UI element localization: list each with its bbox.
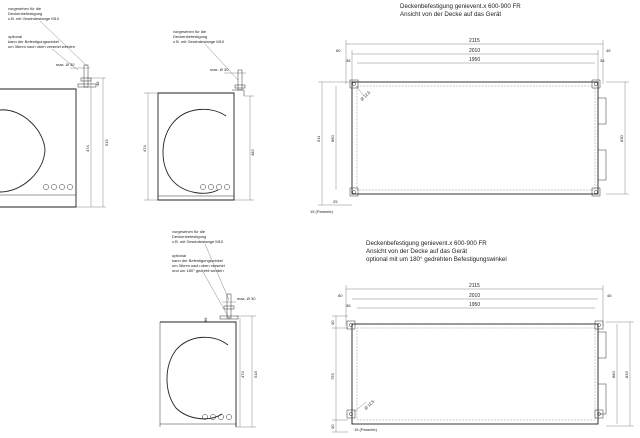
- unit-outline: [352, 324, 598, 424]
- service-panel-upper: [598, 98, 606, 124]
- corner-bracket: [595, 321, 603, 329]
- fan-wheel: [0, 110, 45, 192]
- dim-911: 911: [316, 135, 321, 142]
- plan-bottom-title-3: optional mit um 180° gedrehten Befestigungswinkel: [366, 256, 507, 263]
- dim-25: 25: [333, 199, 338, 204]
- corner-bracket: [350, 188, 358, 196]
- note-mid-bottom-optional-2: kann der Befestigungswinkel: [172, 258, 223, 263]
- plan-bottom-title-1: Deckenbefestigung genievent.x 600-900 FR: [366, 240, 487, 247]
- inner-outline: [357, 86, 595, 190]
- note-mid-top-line-2: Deckenbefestigung: [173, 34, 208, 39]
- plan-view-top: [310, 3, 629, 214]
- unit-housing: [158, 93, 234, 200]
- mounting-bracket: [78, 84, 96, 87]
- dim-88: 88: [203, 317, 208, 322]
- threaded-rod: [84, 65, 88, 87]
- side-view-middle-top: [142, 29, 255, 200]
- note-mid-bottom-line-3: z.B. mit Gewindestange M10: [172, 239, 224, 244]
- dim-2115: 2115: [469, 283, 480, 289]
- service-panel-upper: [598, 332, 606, 358]
- corner-bracket: [592, 188, 600, 196]
- unit-outline: [352, 82, 598, 194]
- dim-40-top: 40: [330, 320, 335, 325]
- max-diameter-label: max. Ø 30: [237, 296, 256, 301]
- unit-housing: [0, 89, 76, 207]
- service-panel-lower: [598, 384, 606, 414]
- dim-1950: 1950: [469, 57, 481, 63]
- note-mid-bottom-optional-3: um 36mm nach oben versetzt: [172, 263, 225, 268]
- plan-bottom-title-2: Ansicht von der Decke auf das Gerät: [366, 248, 468, 255]
- max-diameter-label: max. Ø 30: [56, 62, 75, 67]
- fan-wheel: [163, 109, 226, 193]
- hole-diameter: Ø 12,5: [359, 89, 372, 102]
- dim-2010: 2010: [469, 48, 481, 54]
- note-left-line-3: z.B. mit Gewindestange M10: [8, 16, 60, 21]
- side-view-left: [0, 6, 109, 207]
- note-mid-top-line-1: vorgesehen für die: [173, 29, 207, 34]
- dim-880: 880: [330, 135, 335, 142]
- note-mid-bottom-optional-4: und um 180° gedreht werden: [172, 268, 224, 273]
- max-diameter-label: max. Ø 30: [210, 67, 229, 72]
- dim-793: 793: [330, 373, 335, 380]
- corner-bracket: [347, 321, 355, 329]
- dim-830: 830: [619, 135, 624, 142]
- note-mid-bottom-optional-1: optional: [172, 253, 187, 258]
- cable-glands: [43, 184, 72, 189]
- mounting-hole: [594, 190, 597, 193]
- corner-bracket: [592, 80, 600, 88]
- dim-36-left: 36: [346, 58, 351, 63]
- leader-line: [205, 44, 238, 80]
- note-mid-bottom-line-2: Deckenbefestigung: [172, 234, 207, 239]
- plan-top-title-1: Deckenbefestigung genievent.x 600-900 FR: [400, 3, 521, 10]
- nut: [224, 306, 234, 309]
- dim-880: 880: [611, 371, 616, 378]
- dim-515: 515: [104, 139, 109, 146]
- mounting-hole: [352, 82, 355, 85]
- plan-top-title-2: Ansicht von der Decke auf das Gerät: [400, 11, 502, 18]
- panel-label-bottom: 15 (Paneele): [354, 427, 377, 432]
- nut: [235, 85, 245, 88]
- dim-2115: 2115: [469, 38, 480, 44]
- dim-48: 48: [95, 81, 100, 86]
- note-mid-bottom-line-1: vorgesehen für die: [172, 229, 206, 234]
- mounting-hole: [594, 82, 597, 85]
- service-panel-lower: [598, 150, 606, 180]
- corner-bracket: [347, 410, 355, 418]
- inner-outline: [357, 328, 595, 420]
- note-mid-top-line-3: z.B. mit Gewindestange M10: [173, 39, 225, 44]
- dim-40-bottom: 40: [330, 424, 335, 429]
- plan-view-bottom: [330, 240, 634, 432]
- dim-36-right: 36: [600, 58, 605, 63]
- dim-36: 36: [346, 303, 351, 308]
- dim-474: 474: [142, 145, 147, 152]
- note-left-optional-2: kann der Befestigungswinkel: [8, 39, 59, 44]
- dim-833: 833: [624, 371, 629, 378]
- mounting-hole: [352, 190, 355, 193]
- dim-60: 60: [338, 293, 343, 298]
- dim-45: 45: [606, 48, 611, 53]
- dim-60: 60: [336, 48, 341, 53]
- leader-line: [203, 272, 229, 318]
- fan-wheel: [167, 337, 228, 419]
- mounting-bracket: [220, 316, 238, 319]
- hole-diameter: Ø 12,5: [363, 398, 376, 411]
- nut: [81, 78, 91, 81]
- panel-label-top: 15 (Paneele): [310, 209, 333, 214]
- dim-474: 474: [85, 145, 90, 152]
- note-left-optional-1: optional: [8, 34, 23, 39]
- dim-482: 482: [250, 149, 255, 156]
- dim-1950: 1950: [469, 302, 481, 308]
- dim-45: 45: [607, 293, 612, 298]
- note-left-optional-3: um 36mm nach oben versetzt werden: [8, 44, 75, 49]
- cable-glands: [200, 184, 229, 189]
- side-view-middle-bottom: [160, 229, 258, 427]
- dim-518: 518: [253, 371, 258, 378]
- note-left-line-2: Deckenbefestigung: [8, 11, 43, 16]
- dim-474: 474: [240, 371, 245, 378]
- note-left-line-1: vorgesehen für die: [8, 6, 42, 11]
- dim-2010: 2010: [469, 293, 481, 299]
